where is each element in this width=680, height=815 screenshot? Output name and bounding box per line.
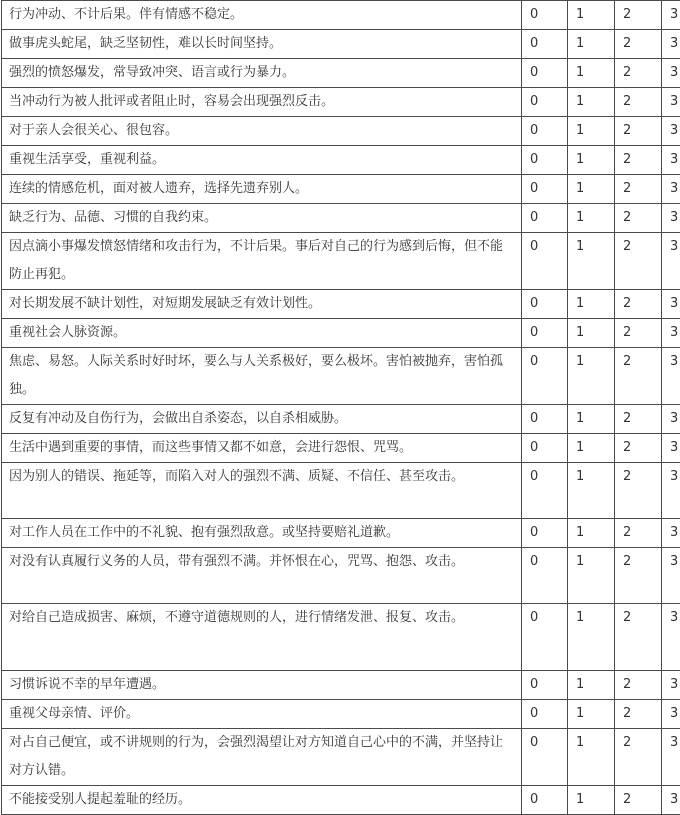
table-row [2,30,680,59]
score-option-0[interactable]: 0 [522,700,568,729]
score-option-1[interactable]: 1 [568,548,615,604]
score-option-1[interactable]: 1 [568,604,615,671]
score-option-2[interactable]: 2 [615,204,662,233]
score-option-1[interactable]: 1 [568,30,615,59]
question-text: 因点滴小事爆发愤怒情绪和攻击行为，不计后果。事后对自己的行为感到后悔，但不能防止再犯。 [2,233,522,290]
score-option-0[interactable]: 0 [522,548,568,604]
score-option-0[interactable]: 0 [522,786,568,815]
score-option-1[interactable]: 1 [568,204,615,233]
score-option-2[interactable]: 2 [615,290,662,319]
score-option-3[interactable]: 3 [662,146,680,175]
table-row [2,233,680,290]
score-option-0[interactable]: 0 [522,290,568,319]
score-option-1[interactable]: 1 [568,117,615,146]
score-option-1[interactable]: 1 [568,700,615,729]
score-option-3[interactable]: 3 [662,1,680,30]
question-text: 重视生活享受，重视利益。 [2,146,522,175]
score-option-2[interactable]: 2 [615,604,662,671]
score-option-3[interactable]: 3 [662,117,680,146]
question-text: 反复有冲动及自伤行为，会做出自杀姿态，以自杀相威胁。 [2,405,522,434]
question-text: 对于亲人会很关心、很包容。 [2,117,522,146]
table-row [2,700,680,729]
questionnaire-body [2,1,680,815]
question-text: 重视父母亲情、评价。 [2,700,522,729]
table-row [2,175,680,204]
score-option-1[interactable]: 1 [568,463,615,519]
score-option-0[interactable]: 0 [522,175,568,204]
question-text: 当冲动行为被人批评或者阻止时，容易会出现强烈反击。 [2,88,522,117]
score-option-0[interactable]: 0 [522,519,568,548]
score-option-1[interactable]: 1 [568,1,615,30]
score-option-2[interactable]: 2 [615,30,662,59]
question-text: 缺乏行为、品德、习惯的自我约束。 [2,204,522,233]
score-option-0[interactable]: 0 [522,671,568,700]
score-option-3[interactable]: 3 [662,319,680,348]
question-text: 对给自己造成损害、麻烦，不遵守道德规则的人，进行情绪发泄、报复、攻击。 [2,604,522,671]
question-text: 连续的情感危机，面对被人遗弃，选择先遗弃别人。 [2,175,522,204]
score-option-2[interactable]: 2 [615,700,662,729]
table-row [2,204,680,233]
score-option-3[interactable]: 3 [662,548,680,604]
score-option-0[interactable]: 0 [522,117,568,146]
score-option-2[interactable]: 2 [615,348,662,405]
score-option-0[interactable]: 0 [522,1,568,30]
score-option-3[interactable]: 3 [662,30,680,59]
score-option-0[interactable]: 0 [522,30,568,59]
question-text: 重视社会人脉资源。 [2,319,522,348]
table-row [2,59,680,88]
score-option-1[interactable]: 1 [568,405,615,434]
score-option-0[interactable]: 0 [522,319,568,348]
score-option-3[interactable]: 3 [662,786,680,815]
table-row [2,671,680,700]
table-row [2,290,680,319]
question-text: 行为冲动、不计后果。伴有情感不稳定。 [2,1,522,30]
table-row [2,463,680,519]
score-option-0[interactable]: 0 [522,729,568,786]
score-option-1[interactable]: 1 [568,786,615,815]
score-option-3[interactable]: 3 [662,519,680,548]
score-option-1[interactable]: 1 [568,434,615,463]
score-option-3[interactable]: 3 [662,405,680,434]
score-option-1[interactable]: 1 [568,319,615,348]
score-option-0[interactable]: 0 [522,88,568,117]
score-option-2[interactable]: 2 [615,59,662,88]
table-row [2,604,680,671]
question-text: 对占自己便宜，或不讲规则的行为，会强烈渴望让对方知道自己心中的不满，并坚持让对方认错。 [2,729,522,786]
score-option-1[interactable]: 1 [568,146,615,175]
score-option-2[interactable]: 2 [615,319,662,348]
table-row [2,786,680,815]
score-option-3[interactable]: 3 [662,348,680,405]
table-row [2,729,680,786]
score-option-1[interactable]: 1 [568,729,615,786]
score-option-1[interactable]: 1 [568,88,615,117]
score-option-3[interactable]: 3 [662,59,680,88]
score-option-2[interactable]: 2 [615,434,662,463]
score-option-2[interactable]: 2 [615,729,662,786]
table-row [2,1,680,30]
score-option-2[interactable]: 2 [615,88,662,117]
question-text: 生活中遇到重要的事情，而这些事情又都不如意，会进行怨恨、咒骂。 [2,434,522,463]
table-row [2,548,680,604]
score-option-0[interactable]: 0 [522,434,568,463]
score-option-1[interactable]: 1 [568,348,615,405]
table-row [2,88,680,117]
score-option-1[interactable]: 1 [568,671,615,700]
score-option-3[interactable]: 3 [662,729,680,786]
score-option-3[interactable]: 3 [662,204,680,233]
question-text: 对长期发展不缺计划性，对短期发展缺乏有效计划性。 [2,290,522,319]
question-text: 强烈的愤怒爆发，常导致冲突、语言或行为暴力。 [2,59,522,88]
score-option-0[interactable]: 0 [522,204,568,233]
score-option-3[interactable]: 3 [662,671,680,700]
score-option-2[interactable]: 2 [615,786,662,815]
score-option-3[interactable]: 3 [662,175,680,204]
score-option-0[interactable]: 0 [522,405,568,434]
score-option-3[interactable]: 3 [662,290,680,319]
score-option-3[interactable]: 3 [662,88,680,117]
score-option-1[interactable]: 1 [568,519,615,548]
score-option-1[interactable]: 1 [568,290,615,319]
question-text: 做事虎头蛇尾，缺乏坚韧性，难以长时间坚持。 [2,30,522,59]
score-option-0[interactable]: 0 [522,146,568,175]
score-option-2[interactable]: 2 [615,175,662,204]
score-option-1[interactable]: 1 [568,233,615,290]
question-text: 因为别人的错误、拖延等，而陷入对人的强烈不满、质疑、不信任、甚至攻击。 [2,463,522,519]
score-option-2[interactable]: 2 [615,117,662,146]
score-option-0[interactable]: 0 [522,59,568,88]
score-option-2[interactable]: 2 [615,463,662,519]
questionnaire-table [1,0,680,815]
score-option-3[interactable]: 3 [662,463,680,519]
question-text: 对没有认真履行义务的人员，带有强烈不满。并怀恨在心，咒骂、抱怨、攻击。 [2,548,522,604]
score-option-0[interactable]: 0 [522,233,568,290]
table-row [2,348,680,405]
table-row [2,519,680,548]
score-option-2[interactable]: 2 [615,405,662,434]
score-option-2[interactable]: 2 [615,519,662,548]
table-row [2,434,680,463]
score-option-0[interactable]: 0 [522,348,568,405]
question-text: 焦虑、易怒。人际关系时好时坏，要么与人关系极好，要么极坏。害怕被抛弃，害怕孤独。 [2,348,522,405]
score-option-3[interactable]: 3 [662,700,680,729]
score-option-3[interactable]: 3 [662,434,680,463]
score-option-2[interactable]: 2 [615,548,662,604]
score-option-2[interactable]: 2 [615,146,662,175]
table-row [2,117,680,146]
score-option-3[interactable]: 3 [662,604,680,671]
score-option-2[interactable]: 2 [615,1,662,30]
table-row [2,319,680,348]
table-row [2,405,680,434]
score-option-2[interactable]: 2 [615,233,662,290]
question-text: 不能接受别人提起羞耻的经历。 [2,786,522,815]
score-option-2[interactable]: 2 [615,671,662,700]
table-row [2,146,680,175]
question-text: 习惯诉说不幸的早年遭遇。 [2,671,522,700]
score-option-1[interactable]: 1 [568,59,615,88]
score-option-3[interactable]: 3 [662,233,680,290]
score-option-1[interactable]: 1 [568,175,615,204]
score-option-0[interactable]: 0 [522,604,568,671]
score-option-0[interactable]: 0 [522,463,568,519]
question-text: 对工作人员在工作中的不礼貌、抱有强烈敌意。或坚持要赔礼道歉。 [2,519,522,548]
